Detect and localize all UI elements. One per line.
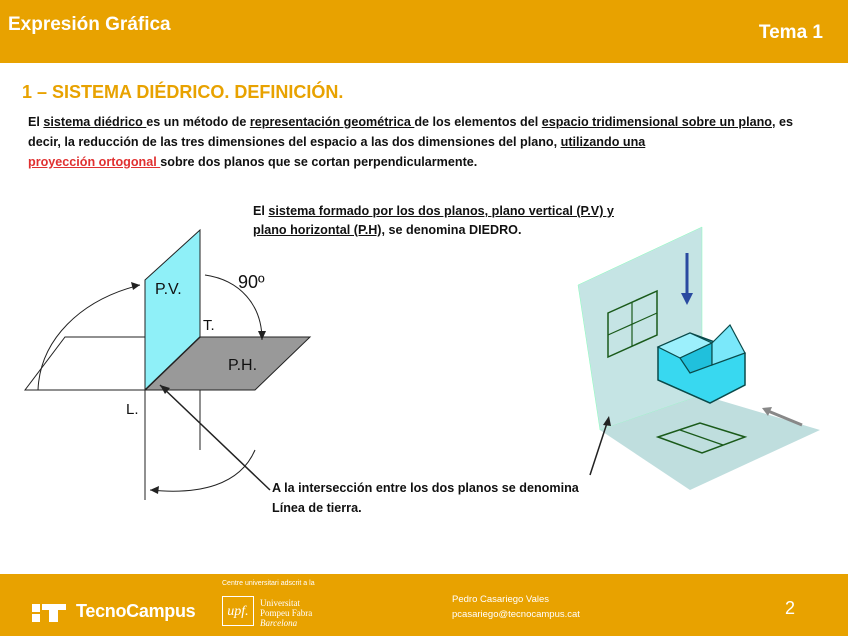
upf-name — [260, 598, 312, 628]
ph-label: P.H. — [228, 357, 258, 374]
intro-underline: representación geométrica — [249, 115, 415, 129]
arc-arrow-bottom — [150, 450, 255, 491]
note-underline: sistema formado por los dos planos, plano vertical (P.V) y plano horizontal (P.H), — [253, 204, 614, 237]
diedro-diagram — [0, 190, 330, 510]
intro-highlight: proyección ortogonal — [28, 155, 161, 169]
tecnocampus-logo-icon — [32, 602, 68, 622]
pointer-line — [590, 420, 608, 475]
page-number: 2 — [785, 598, 796, 618]
slide-footer — [0, 574, 848, 636]
pv-plane-3d — [578, 227, 702, 430]
note-line: Línea de tierra. — [272, 501, 362, 515]
note-text: El — [253, 204, 269, 218]
intro-text: El — [28, 115, 44, 129]
intro-underline: espacio tridimensional sobre un plano — [541, 115, 772, 129]
intro-text: , es decir, la reducción de las tres dimensiones del espacio a las dos dimensiones del plano, — [28, 115, 793, 149]
slide-title: 1 – SISTEMA DIÉDRICO. DEFINICIÓN. — [22, 82, 344, 102]
intro-underline: sistema diédrico — [43, 115, 147, 129]
upf-line: Pompeu Fabra — [260, 608, 313, 618]
upf-line: Universitat — [260, 598, 300, 608]
author-info — [452, 592, 580, 622]
author-name: Pedro Casariego Vales — [452, 594, 549, 605]
intro-paragraph — [28, 112, 808, 172]
tecnocampus-name: TecnoCampus — [76, 601, 196, 621]
arrowhead — [131, 282, 140, 290]
angle-label: 90º — [238, 272, 265, 292]
note-text: se denomina DIEDRO. — [385, 223, 522, 237]
pv-label: P.V. — [155, 281, 182, 298]
author-email: pcasariego@tecnocampus.cat — [452, 609, 580, 620]
l-label: L. — [126, 401, 139, 418]
ground-line-note — [272, 478, 632, 518]
note-line: A la intersección entre los dos planos se denomina — [272, 481, 579, 495]
pointer-line — [160, 385, 270, 490]
intro-text: sobre dos planos que se cortan perpendicularmente. — [160, 155, 478, 169]
upf-logo: upf. — [222, 596, 254, 626]
arrowhead — [150, 486, 159, 494]
t-label: T. — [203, 317, 215, 334]
upf-line: Barcelona — [260, 618, 298, 628]
intro-underline: utilizando una — [560, 135, 646, 149]
course-title: Expresión Gráfica — [8, 14, 171, 35]
upf-caption: Centre universitari adscrit a la — [222, 580, 315, 587]
intro-text: es un método de — [146, 115, 250, 129]
intro-text: de los elementos del — [414, 115, 542, 129]
projection-diagram — [540, 215, 830, 505]
topic-label: Tema 1 — [758, 22, 823, 43]
slide-header — [0, 0, 848, 63]
